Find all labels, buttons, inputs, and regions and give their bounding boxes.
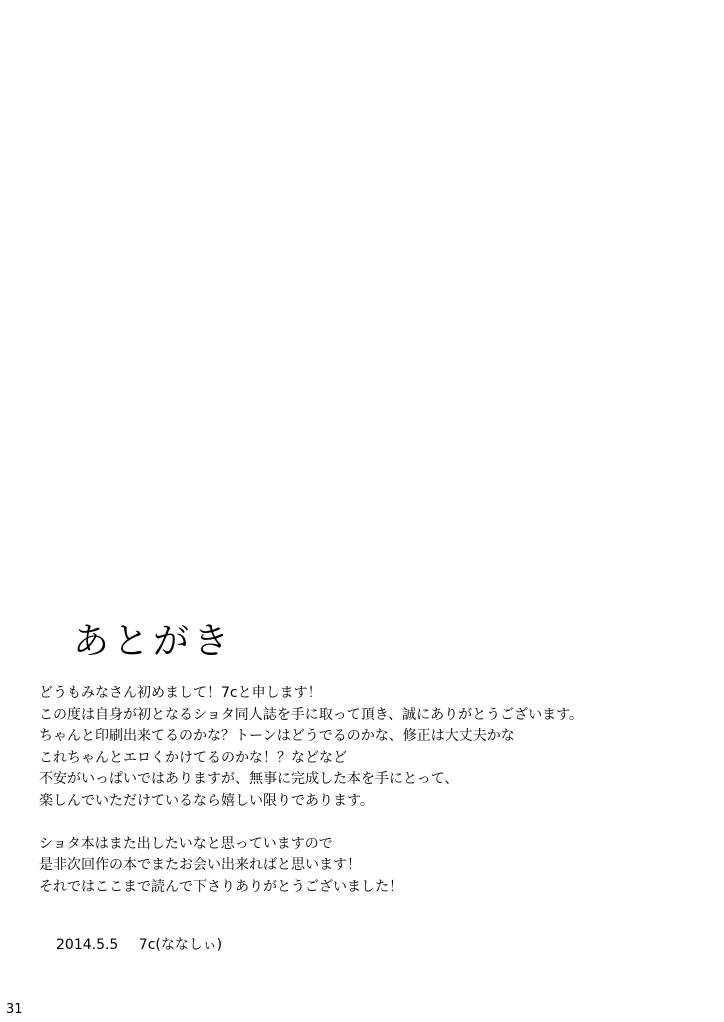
afterword-line: ちゃんと印刷出来てるのかな？トーンはどうでるのかな、修正は大丈夫かな xyxy=(39,728,515,744)
afterword-line: 楽しんでいただけているなら嬉しい限りであります。 xyxy=(39,792,374,809)
afterword-line: どうもみなさん初めまして！7cと申します！ xyxy=(39,685,322,701)
afterword-heading: あとがき xyxy=(73,621,234,662)
afterword-body xyxy=(39,683,679,898)
afterword-signature xyxy=(56,935,222,955)
afterword-line: この度は自身が初となるショタ同人誌を手に取って頂き、誠にありがとうございます。 xyxy=(39,706,584,723)
afterword-line: これちゃんとエロくかけてるのかな！？などなど xyxy=(39,749,347,766)
afterword-line: 不安がいっぱいではありますが、無事に完成した本を手にとって、 xyxy=(39,771,459,787)
signature-date: 2014.5.5 xyxy=(56,937,119,953)
paragraph-spacer xyxy=(39,812,679,834)
afterword-line: ショタ本はまた出したいなと思っていますので xyxy=(39,835,333,852)
afterword-line: 是非次回作の本でまたお会い出来ればと思います！ xyxy=(39,857,361,873)
page-number: 31 xyxy=(6,1002,23,1017)
afterword-line: それではここまで読んで下さりありがとうございました！ xyxy=(39,878,403,895)
signature-author: 7c(ななしぃ) xyxy=(138,937,223,953)
